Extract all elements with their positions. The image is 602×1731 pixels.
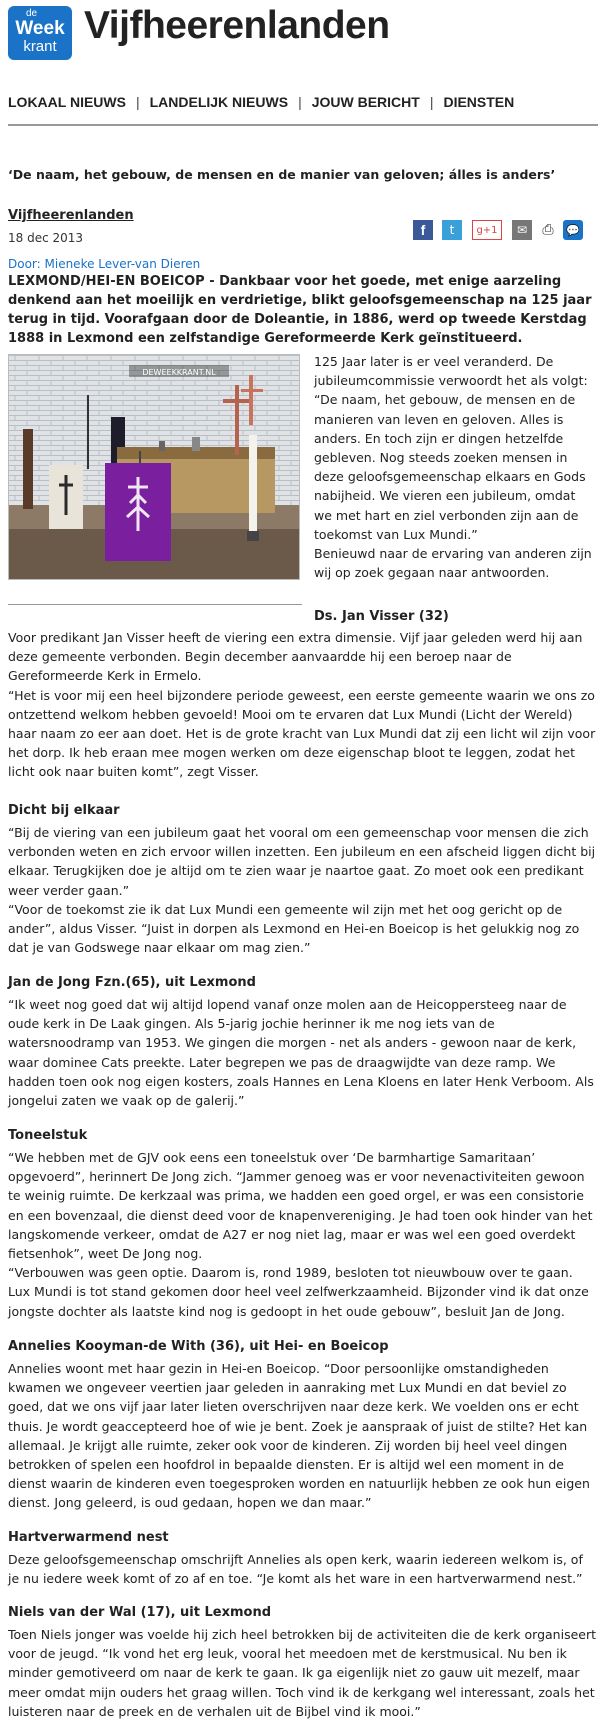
- comment-icon[interactable]: 💬: [563, 220, 583, 240]
- googleplus-share-icon[interactable]: g+1: [472, 220, 502, 240]
- paragraph: Benieuwd naar de ervaring van anderen zijn wij op zoek gegaan naar antwoorden.: [314, 546, 592, 581]
- paragraph: “Het is voor mij een heel bijzondere periode geweest, een eerste gemeente waarin we ons zo ontzettend welkom hebben gevoeld! Mooi om te ervaren dat Lux Mundi (Licht der Wereld) haar naam zo eer aan doet. Het is de grote kracht van Lux Mundi dat zij een licht wil zijn voor het dorp. Ik heb eraan mee mogen werken om deze eigenschap bloot te leggen, zodat het licht ook naar buiten komt”, zegt Visser.: [8, 687, 596, 780]
- subheading-dicht-bij-elkaar: Dicht bij elkaar: [8, 803, 120, 818]
- article-photo[interactable]: [8, 354, 300, 580]
- weekkrant-logo[interactable]: [8, 6, 72, 60]
- section-divider: [8, 604, 302, 605]
- section-dicht-bij-elkaar: [8, 823, 596, 957]
- section-annelies: [8, 1359, 596, 1513]
- nav-diensten[interactable]: DIENSTEN: [443, 94, 515, 110]
- section-niels: [8, 1625, 596, 1721]
- article-headline: ‘De naam, het gebouw, de mensen en de manier van geloven; álles is anders’: [8, 167, 556, 182]
- subheading-hartverwarmend-nest: Hartverwarmend nest: [8, 1530, 169, 1545]
- paragraph: Annelies woont met haar gezin in Hei-en Boeicop. “Door persoonlijke omstandigheden kwamen we ongeveer veertien jaar geleden in aanraking met Lux Mundi en dat beviel zo goed, dat we ons vijf jaar later lieten overschrijven naar deze kerk. We voelden ons er echt thuis. Je wordt geaccepteerd hoe of wie je bent. Zoek je aanspraak of juist de stilte? Het kan allemaal. Je krijgt alle ruimte, zeker ook voor de kinderen. Zij worden bij heel veel dingen betrokken of spelen een hoofdrol in bepaalde diensten. Er is altijd wel een moment in de dienst waarin de kinderen even toegesproken worden en natuurlijk hebben ze ook hun eigen dienst. Jong geleerd, is oud gedaan, hopen we dan maar.”: [8, 1361, 590, 1511]
- main-nav: [8, 94, 598, 126]
- nav-separator: |: [429, 94, 434, 110]
- paragraph: Deze geloofsgemeenschap omschrijft Annelies als open kerk, waarin iedereen welkom is, of je nu iedere week komt of zo af en toe. “Je komt als het ware in een hartverwarmend nest.”: [8, 1552, 583, 1587]
- paragraph: “Ik weet nog goed dat wij altijd lopend vanaf onze molen aan de Heicoppersteeg naar de oude kerk in De Laak gingen. Als 5-jarig jochie herinner ik me nog iets van de watersnoodramp van 1953. We gingen die morgen - net als anders - gewoon naar de kerk, waar dominee Cats preekte. Later begrepen we pas de draagwijdte van deze ramp. We hadden toen ook nog eigen kosters, zoals Hannes en Lena Kloens en later Henk Verboom. Als jongelui zaten we vaak op de galerij.”: [8, 997, 594, 1109]
- subheading-jan-visser: Ds. Jan Visser (32): [314, 609, 449, 624]
- paragraph: “Verbouwen was geen optie. Daarom is, rond 1989, besloten tot nieuwbouw over te gaan. Lux Mundi is tot stand gekomen door heel veel zelfwerkzaamheid. Bijzonder vind ik dat onze jongste dochter als laatste kind nog is gedoopt in het oude gebouw”, besluit Jan de Jong.: [8, 1265, 589, 1319]
- mail-icon[interactable]: ✉: [512, 220, 532, 240]
- photo-watermark: DEWEEKKRANT.NL: [142, 368, 216, 377]
- facebook-share-icon[interactable]: f: [413, 220, 433, 240]
- section-toneelstuk: [8, 1148, 596, 1321]
- paragraph: “Voor de toekomst zie ik dat Lux Mundi een gemeente wil zijn met het oog gericht op de ander”, aldus Visser. “Juist in dorpen als Lexmond en Hei-en Boeicop is het gelukkig nog zo dat je van Godswege naar elkaar om mag zien.”: [8, 901, 580, 956]
- logo-line1: de: [26, 8, 38, 19]
- section-hartverwarmend-nest: [8, 1550, 596, 1588]
- article-author-link[interactable]: Door: Mieneke Lever-van Dieren: [8, 257, 201, 271]
- paragraph: “Bij de viering van een jubileum gaat het vooral om een gemeenschap voor mensen die zich verbonden weten en zich ervoor willen inzetten. Een jubileum en een afscheid liggen dicht bij elkaar. Terugkijken doe je altijd om te zien waar je naartoe gaat. Zo moet ook een predikant weer verder gaan.”: [8, 825, 596, 898]
- article-category-link[interactable]: Vijfheerenlanden: [8, 208, 134, 223]
- subheading-toneelstuk: Toneelstuk: [8, 1128, 88, 1143]
- section-visser: [8, 628, 596, 782]
- subheading-niels: Niels van der Wal (17), uit Lexmond: [8, 1605, 272, 1620]
- site-title[interactable]: Vijfheerenlanden: [84, 4, 390, 47]
- twitter-share-icon[interactable]: t: [442, 220, 462, 240]
- paragraph: “We hebben met de GJV ook eens een toneelstuk over ‘De barmhartige Samaritaan’ opgevoerd”, herinnert De Jong zich. “Jammer genoeg was er voor nevenactiviteiten gewoon te weinig ruimte. De kerkzaal was prima, we hadden een goed orgel, er was een consistorie en een bovenzaal, die dienst deed voor de knapenvereniging. Je had toen ook hinder van het langskomende verkeer, omdat de A27 er nog niet lag, maar er was wel een goed overdekt fietsenhok”, weet De Jong nog.: [8, 1150, 593, 1262]
- church-interior-image: [9, 355, 299, 579]
- logo-line2: Week: [15, 18, 65, 39]
- logo-line3: krant: [23, 38, 57, 55]
- nav-landelijk-nieuws[interactable]: LANDELIJK NIEUWS: [149, 94, 289, 110]
- wrap-text: [314, 352, 596, 582]
- nav-lokaal-nieuws[interactable]: LOKAAL NIEUWS: [8, 94, 126, 110]
- paragraph: 125 Jaar later is er veel veranderd. De jubileumcommissie verwoordt het als volgt: “De naam, het gebouw, de mensen en de manieren van leven en geloven. Alles is anders. En toch zijn er dingen hetzelfde gebleven. Nog steeds zoeken mensen in deze geloofsgemeenschap elkaars en Gods nabijheid. We vieren een jubileum, omdat we met hart en ziel verbonden zijn aan de toekomst van Lux Mundi.”: [314, 354, 588, 542]
- article-lead: LEXMOND/HEI-EN BOEICOP - Dankbaar voor het goede, met enige aarzeling denkend aan het moeilijk en verdrietige, blikt geloofsgemeenschap na 125 jaar terug in tijd. Voorafgaan door de Doleantie, in 1886, werd op tweede Kerstdag 1888 in Lexmond een zelfstandige Gereformeerde Kerk geïnstitueerd.: [8, 274, 592, 346]
- paragraph: Toen Niels jonger was voelde hij zich heel betrokken bij de activiteiten die de kerk organiseert voor de jeugd. “Ik vond het erg leuk, vooral het meedoen met de kerstmusical. Nu ben ik minder gemotiveerd om naar de kerk te gaan. Ik ga eigenlijk niet zo gauw uit mezelf, maar meer omdat mijn ouders het graag willen. Toch vind ik de kerkgang wel interessant, zoals het luisteren naar de preek en de verhalen uit de Bijbel vind ik mooi.”: [8, 1627, 597, 1719]
- section-jan-de-jong: [8, 995, 596, 1110]
- subheading-annelies: Annelies Kooyman-de With (36), uit Hei- en Boeicop: [8, 1339, 389, 1354]
- article-date: 18 dec 2013: [8, 231, 84, 245]
- paragraph: Voor predikant Jan Visser heeft de viering een extra dimensie. Vijf jaar geleden werd hij aan deze gemeente verbonden. Begin december aanvaardde hij een beroep naar de Gereformeerde Kerk in Ermelo.: [8, 630, 583, 684]
- nav-separator: |: [298, 94, 302, 110]
- nav-separator: |: [135, 94, 140, 110]
- print-icon[interactable]: ⎙: [538, 220, 558, 240]
- nav-jouw-bericht[interactable]: JOUW BERICHT: [311, 94, 420, 110]
- subheading-jan-de-jong: Jan de Jong Fzn.(65), uit Lexmond: [8, 975, 256, 990]
